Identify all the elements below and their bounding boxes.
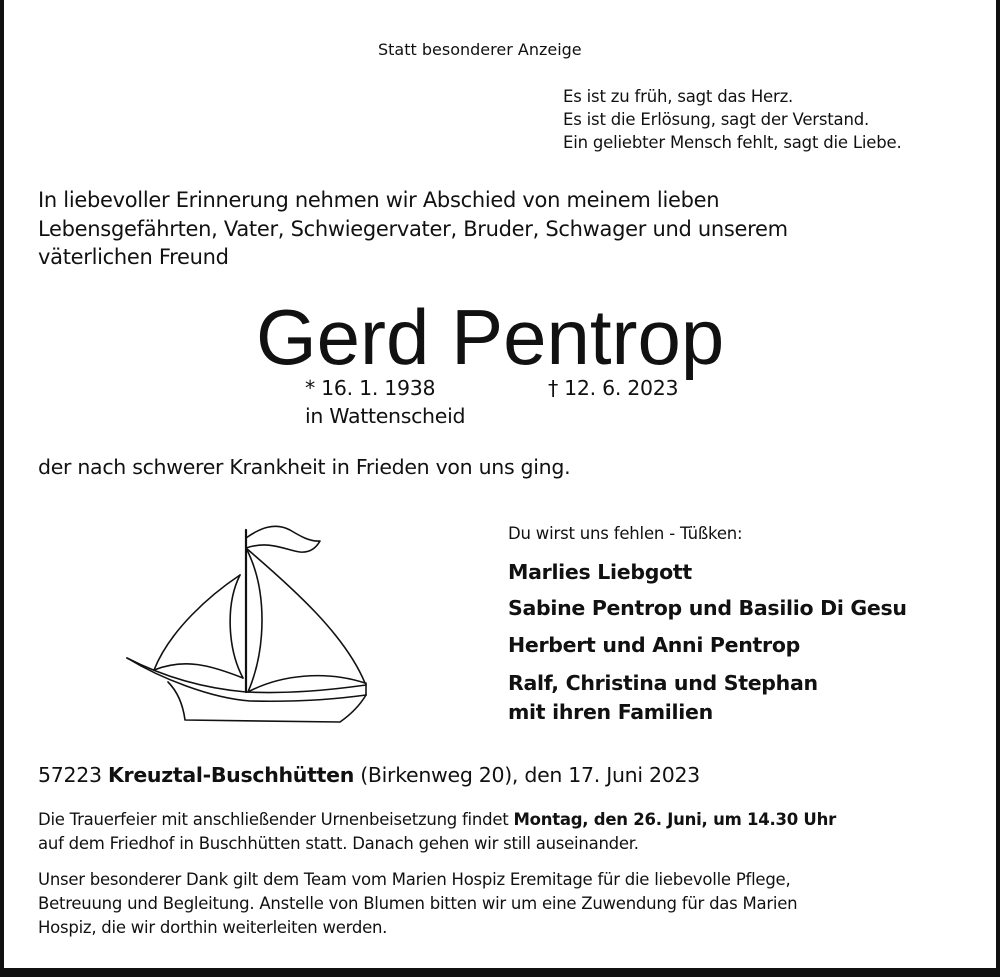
death-date: † 12. 6. 2023 bbox=[548, 376, 679, 400]
intro-line: väterlichen Freund bbox=[38, 245, 229, 269]
birth-place: in Wattenscheid bbox=[305, 404, 466, 428]
quote-line: Ein geliebter Mensch fehlt, sagt die Liebe. bbox=[563, 133, 902, 152]
mourner-name: Herbert und Anni Pentrop bbox=[508, 633, 801, 657]
ceremony-paragraph bbox=[38, 808, 836, 856]
mourner-name: Ralf, Christina und Stephan bbox=[508, 671, 818, 695]
quote-line: Es ist die Erlösung, sagt der Verstand. bbox=[563, 110, 870, 129]
thanks-line: Hospiz, die wir dorthin weiterleiten werden. bbox=[38, 918, 388, 937]
thanks-line: Unser besonderer Dank gilt dem Team vom Marien Hospiz Eremitage für die liebevolle Pflege, bbox=[38, 870, 791, 889]
quote-line: Es ist zu früh, sagt das Herz. bbox=[563, 87, 794, 106]
header-text: Statt besonderer Anzeige bbox=[378, 40, 582, 59]
mourners-intro: Du wirst uns fehlen - Tüßken: bbox=[508, 524, 743, 543]
ceremony-text: Die Trauerfeier mit anschließender Urnenbeisetzung findet bbox=[38, 810, 509, 829]
mourner-name: mit ihren Familien bbox=[508, 700, 713, 724]
ceremony-text: auf dem Friedhof in Buschhütten statt. Danach gehen wir still auseinander. bbox=[38, 834, 639, 853]
address-line bbox=[38, 765, 700, 786]
intro-paragraph bbox=[38, 186, 788, 272]
thanks-line: Betreuung und Begleitung. Anstelle von Blumen bitten wir um eine Zuwendung für das Marien bbox=[38, 894, 798, 913]
intro-line: Lebensgefährten, Vater, Schwiegervater, Bruder, Schwager und unserem bbox=[38, 216, 788, 241]
ceremony-datetime: Montag, den 26. Juni, um 14.30 Uhr bbox=[513, 810, 836, 829]
sailboat-icon bbox=[110, 510, 370, 730]
passing-line: der nach schwerer Krankheit in Frieden von uns ging. bbox=[38, 455, 571, 479]
address-rest: (Birkenweg 20), den 17. Juni 2023 bbox=[360, 763, 700, 787]
birth-date: * 16. 1. 1938 bbox=[305, 376, 436, 400]
mourner-name: Sabine Pentrop und Basilio Di Gesu bbox=[508, 596, 907, 620]
thanks-paragraph bbox=[38, 868, 797, 940]
address-city: Kreuztal-Buschhütten bbox=[107, 763, 354, 787]
address-zip: 57223 bbox=[38, 763, 102, 787]
mourner-name: Marlies Liebgott bbox=[508, 560, 692, 584]
intro-line: In liebevoller Erinnerung nehmen wir Abschied von meinem lieben bbox=[38, 188, 720, 212]
deceased-name: Gerd Pentrop bbox=[256, 293, 725, 381]
